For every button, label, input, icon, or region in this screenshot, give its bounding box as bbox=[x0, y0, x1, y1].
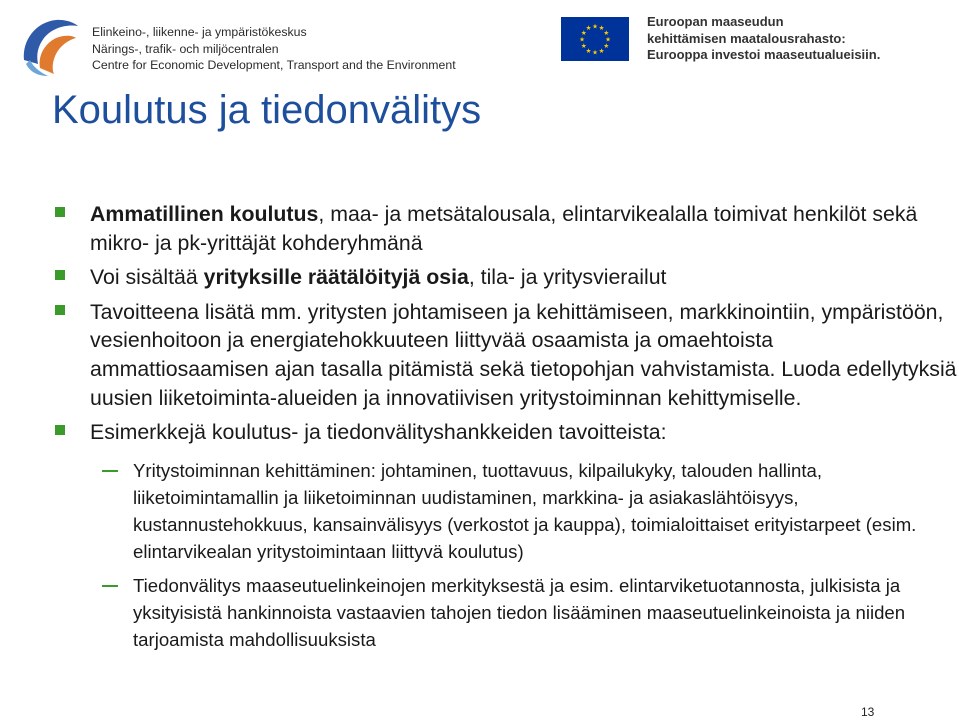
bullet-text: Tavoitteena lisätä mm. yritysten johtamiseen ja kehittämiseen, markkinointiin, ympäristöön, vesienhoitoon ja energiatehokkuuteen liittyvää osaamista ja omaehtoista ammattiosaamisen ajan tasalla pitämistä sekä tietopohjan vahvistamista. Luoda edellytyksiä uusien liiketoiminta-alueiden ja innovatiivisen yritystoiminnan kehittymiselle. bbox=[90, 299, 957, 410]
eu-line-1: Euroopan maaseudun bbox=[647, 14, 784, 29]
bullet-square-icon bbox=[55, 425, 65, 435]
dash-icon bbox=[102, 470, 118, 472]
ely-logo-icon bbox=[16, 14, 80, 78]
bullet-text: , maa- ja metsätalousala, elintarvikealalla toimivat henkilöt sekä mikro- ja pk-yrittäjät kohderyhmänä bbox=[90, 202, 918, 255]
eu-flag-icon bbox=[561, 17, 629, 61]
ely-name-sv: Närings-, trafik- och miljöcentralen bbox=[92, 41, 279, 56]
bullet-square-icon bbox=[55, 305, 65, 315]
bullet-text: Esimerkkejä koulutus- ja tiedonvälityshankkeiden tavoitteista: bbox=[90, 420, 667, 445]
sub-bullet-text: Tiedonvälitys maaseutuelinkeinojen merkityksestä ja esim. elintarviketuotannosta, julkisista ja yksityisistä hankinnoista vastaavien tahojen tiedon lisääminen maaseutuelinkeinoista ja niiden tarjoamista mahdollisuuksista bbox=[133, 574, 906, 650]
eu-star-icon: ★ bbox=[580, 30, 587, 37]
bullet-text: , tila- ja yritysvierailut bbox=[468, 265, 667, 290]
eu-star-icon: ★ bbox=[598, 47, 605, 55]
page-title: Koulutus ja tiedonvälitys bbox=[52, 88, 482, 132]
eu-star-icon: ★ bbox=[603, 30, 610, 37]
sub-bullet-text: Yritystoiminnan kehittäminen: johtaminen, tuottavuus, kilpailukyky, talouden hallinta, liiketoimintamallin ja liiketoiminnan uudistaminen, markkina- ja asiakaslähtöisyys, kustannustehokkuus, kansainvälisyys (verkostot ja kauppa), toimialoittaiset erityistarpeet (esim. elintarvikealan yritystoimintaan liittyvä koulutus) bbox=[133, 459, 917, 562]
eu-star-icon: ★ bbox=[605, 36, 611, 44]
eu-star-icon: ★ bbox=[579, 36, 585, 44]
ely-organization-name bbox=[92, 24, 456, 74]
bullet-item bbox=[52, 418, 957, 447]
slide-content bbox=[52, 200, 957, 660]
ely-name-fi: Elinkeino-, liikenne- ja ympäristökeskus bbox=[92, 25, 307, 39]
sub-bullet-item bbox=[52, 457, 957, 565]
bullet-item bbox=[52, 298, 957, 412]
eu-star-icon: ★ bbox=[585, 47, 592, 55]
eu-fund-text bbox=[647, 14, 880, 64]
eu-line-2: kehittämisen maatalousrahasto: bbox=[647, 30, 846, 46]
bullet-bold: Ammatillinen koulutus bbox=[90, 202, 319, 226]
ely-name-en: Centre for Economic Development, Transport and the Environment bbox=[92, 58, 456, 72]
eu-star-icon: ★ bbox=[598, 25, 605, 33]
sub-bullet-item bbox=[52, 572, 957, 653]
eu-star-icon: ★ bbox=[592, 49, 598, 57]
bullet-square-icon bbox=[55, 270, 65, 280]
eu-star-icon: ★ bbox=[585, 25, 592, 33]
header bbox=[0, 0, 959, 80]
bullet-bold: yrityksille räätälöityjä osia bbox=[203, 265, 469, 290]
bullet-item bbox=[52, 263, 957, 292]
eu-star-icon: ★ bbox=[580, 43, 587, 50]
bullet-text: Voi sisältää bbox=[90, 265, 204, 290]
bullet-item bbox=[52, 200, 957, 257]
eu-line-3: Eurooppa investoi maaseutualueisiin. bbox=[647, 47, 881, 62]
eu-star-icon: ★ bbox=[592, 23, 598, 31]
dash-icon bbox=[102, 585, 118, 587]
page-number: 13 bbox=[861, 705, 875, 719]
eu-star-icon: ★ bbox=[603, 43, 610, 50]
bullet-square-icon bbox=[55, 207, 65, 217]
